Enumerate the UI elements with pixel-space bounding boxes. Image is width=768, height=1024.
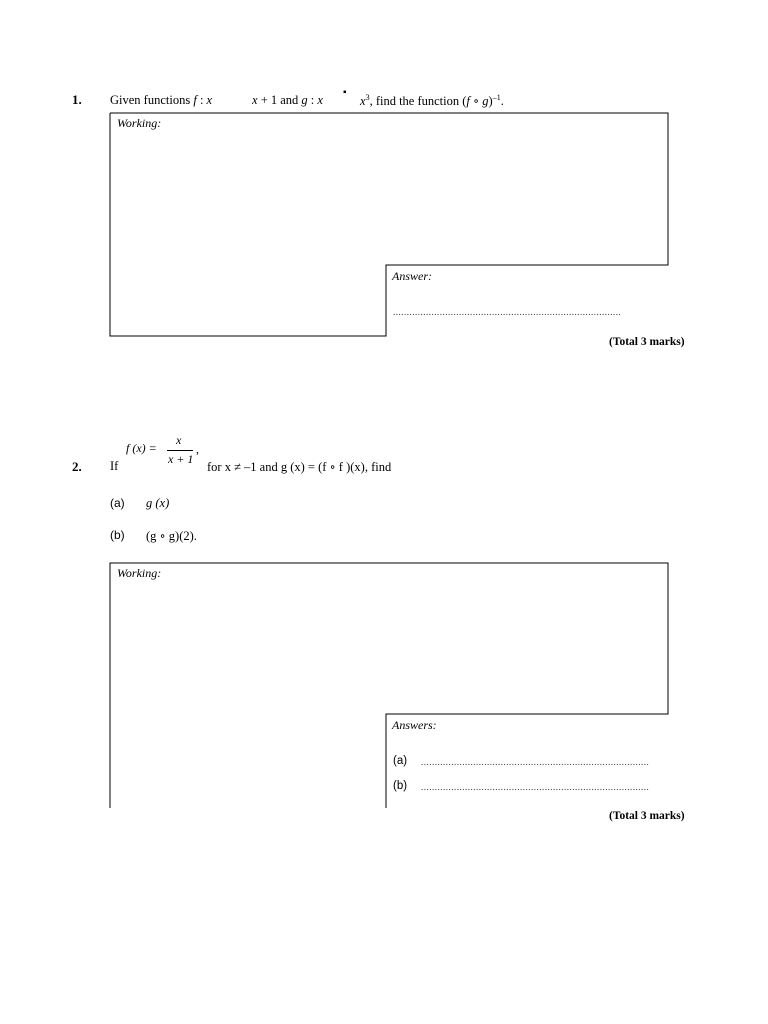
q2-fraction-numerator: x [176, 433, 182, 447]
q1-f: f [466, 94, 470, 109]
question-1-number: 1. [72, 92, 82, 107]
q1-text-part: ) [488, 94, 493, 109]
q1-total-marks: (Total 3 marks) [609, 336, 685, 348]
q1-text-part: : [196, 93, 207, 107]
maps-to-icon: ▪ [343, 87, 347, 98]
q1-g: g [482, 94, 489, 109]
q2-part-a-text: g (x) [146, 496, 170, 510]
question-2-number: 2. [72, 459, 82, 474]
q1-x: x [317, 93, 323, 107]
q1-g: g [301, 93, 308, 107]
q1-text-part: . [500, 94, 504, 109]
q1-x: x [252, 93, 258, 107]
q1-text-part: , find the function ( [369, 94, 467, 109]
q2-condition: for x ≠ –1 and g (x) = (f ∘ f )(x), find [207, 460, 392, 474]
q1-answer-label: Answer: [392, 269, 432, 283]
q1-inverse-exponent: –1 [492, 93, 501, 102]
q1-exponent: 3 [365, 93, 370, 102]
q1-x: x [360, 94, 366, 109]
q2-working-label: Working: [117, 566, 162, 580]
q2-answer-a-line[interactable]: ................................................................................... [421, 757, 650, 767]
q2-part-b-text: (g ∘ g)(2). [146, 529, 197, 543]
q2-fraction-comma: , [196, 442, 199, 456]
q2-answers-label: Answers: [392, 718, 437, 732]
q2-answer-b-line[interactable]: ................................................................................... [421, 782, 650, 792]
q2-fraction-lhs: f (x) = [126, 441, 157, 455]
q1-text-part: : [307, 93, 318, 107]
q1-text-part: + 1 and [257, 93, 302, 107]
q1-f: f [193, 93, 197, 107]
q1-x: x [206, 93, 213, 107]
q2-fraction-denominator: x + 1 [168, 452, 194, 466]
q1-compose: ∘ [469, 94, 483, 109]
q1-text-part: Given functions [110, 93, 194, 107]
q2-answer-a-label: (a) [393, 755, 408, 767]
q1-working-label: Working: [117, 116, 162, 130]
q2-part-b-label: (b) [110, 528, 125, 542]
q1-answer-line[interactable]: ................................................................................... [393, 307, 622, 317]
q2-if: If [110, 459, 119, 473]
q2-answer-b-label: (b) [393, 780, 408, 792]
q2-part-a-label: (a) [110, 496, 125, 510]
q2-total-marks: (Total 3 marks) [609, 810, 685, 822]
